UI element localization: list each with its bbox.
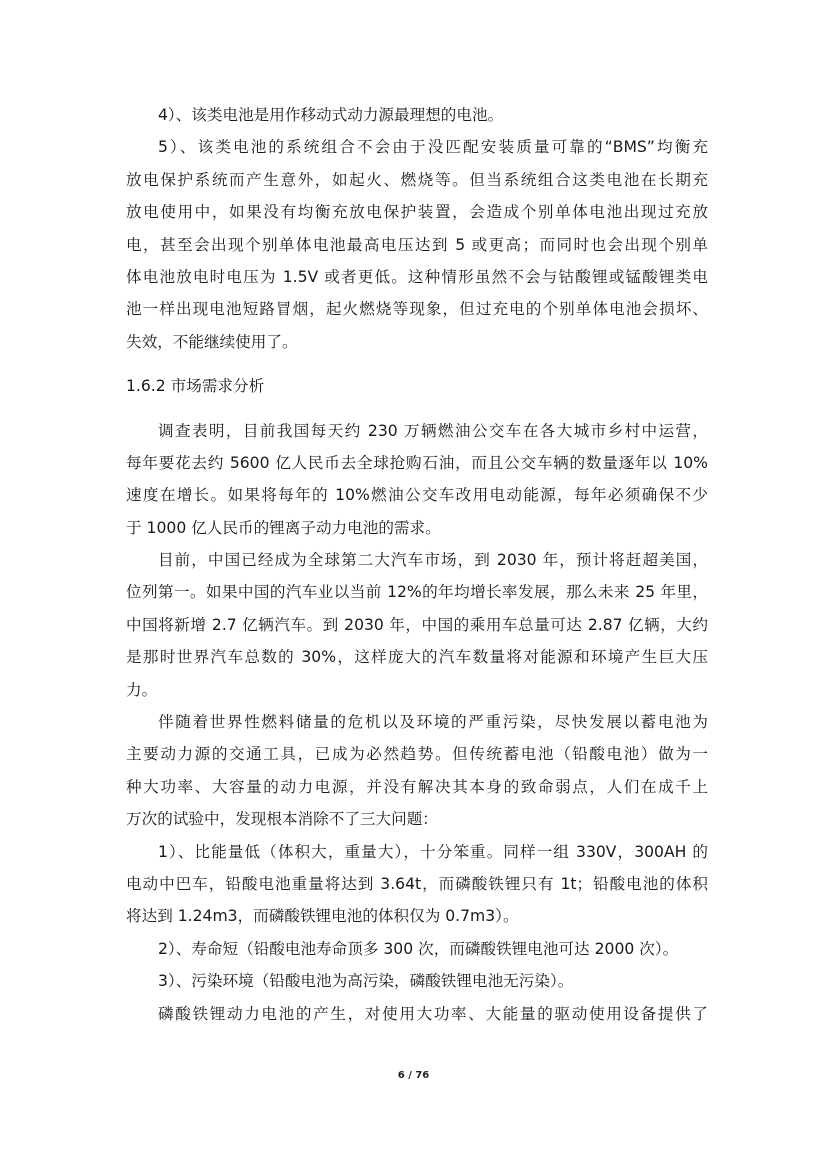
section-heading: 1.6.2 市场需求分析 (126, 377, 265, 396)
text-line: 电动中巴车，铅酸电池重量将达到 3.64t，而磷酸铁锂只有 1t；铅酸电池的体积 (126, 874, 708, 893)
text-line: 磷酸铁锂动力电池的产生，对使用大功率、大能量的驱动使用设备提供了 (158, 1004, 708, 1023)
text-line: 1）、比能量低（体积大，重量大），十分笨重。同样一组 330V，300AH 的 (158, 842, 708, 861)
text-line: 中国将新增 2.7 亿辆汽车。到 2030 年，中国的乘用车总量可达 2.87 亿辆，大约 (126, 615, 708, 634)
text-line: 目前，中国已经成为全球第二大汽车市场，到 2030 年，预计将赶超美国， (158, 551, 708, 570)
text-line: 池一样出现电池短路冒烟，起火燃烧等现象，但过充电的个别单体电池会损坏、 (126, 300, 708, 319)
text-line: 于 1000 亿人民币的锂离子动力电池的需求。 (126, 518, 441, 537)
text-line: 4）、该类电池是用作移动式动力源最理想的电池。 (158, 106, 504, 124)
text-line: 主要动力源的交通工具，已成为必然趋势。但传统蓄电池（铅酸电池）做为一 (126, 745, 708, 764)
text-line: 放电保护系统而产生意外，如起火、燃烧等。但当系统组合这类电池在长期充 (126, 170, 708, 189)
text-line: 伴随着世界性燃料储量的危机以及环境的严重污染，尽快发展以蓄电池为 (158, 713, 708, 732)
text-line: 5）、该类电池的系统组合不会由于没匹配安装质量可靠的“BMS”均衡充 (158, 138, 708, 157)
text-line: 调查表明，目前我国每天约 230 万辆燃油公交车在各大城市乡村中运营， (158, 421, 708, 440)
text-line: 速度在增长。如果将每年的 10%燃油公交车改用电动能源，每年必须确保不少 (126, 486, 708, 505)
text-line: 2）、寿命短（铅酸电池寿命顶多 300 次，而磷酸铁锂电池可达 2000 次）。 (158, 939, 679, 958)
text-line: 是那时世界汽车总数的 30%，这样庞大的汽车数量将对能源和环境产生巨大压 (126, 648, 708, 667)
text-line: 每年要花去约 5600 亿人民币去全球抢购石油，而且公交车辆的数量逐年以 10% (126, 453, 708, 472)
text-line: 失效，不能继续使用了。 (126, 332, 298, 351)
document-body (126, 99, 708, 1030)
text-line: 力。 (126, 680, 158, 699)
text-line: 种大功率、大容量的动力电源，并没有解决其本身的致命弱点，人们在成千上 (126, 777, 708, 796)
text-line: 放电使用中，如果没有均衡充放电保护装置，会造成个别单体电池出现过充放 (126, 203, 708, 222)
text-line: 万次的试验中，发现根本消除不了三大问题： (126, 810, 438, 829)
page-number: 6 / 76 (397, 1070, 430, 1081)
text-line: 电，甚至会出现个别单体电池最高电压达到 5 或更高；而同时也会出现个别单 (126, 235, 708, 254)
text-line: 体电池放电时电压为 1.5V 或者更低。这种情形虽然不会与钴酸锂或锰酸锂类电 (126, 267, 708, 286)
text-line: 3）、污染环境（铅酸电池为高污染，磷酸铁锂电池无污染）。 (158, 972, 574, 991)
text-line: 将达到 1.24m3，而磷酸铁锂电池的体积仅为 0.7m3）。 (126, 907, 519, 926)
text-line: 位列第一。如果中国的汽车业以当前 12%的年均增长率发展，那么未来 25 年里， (126, 583, 708, 602)
